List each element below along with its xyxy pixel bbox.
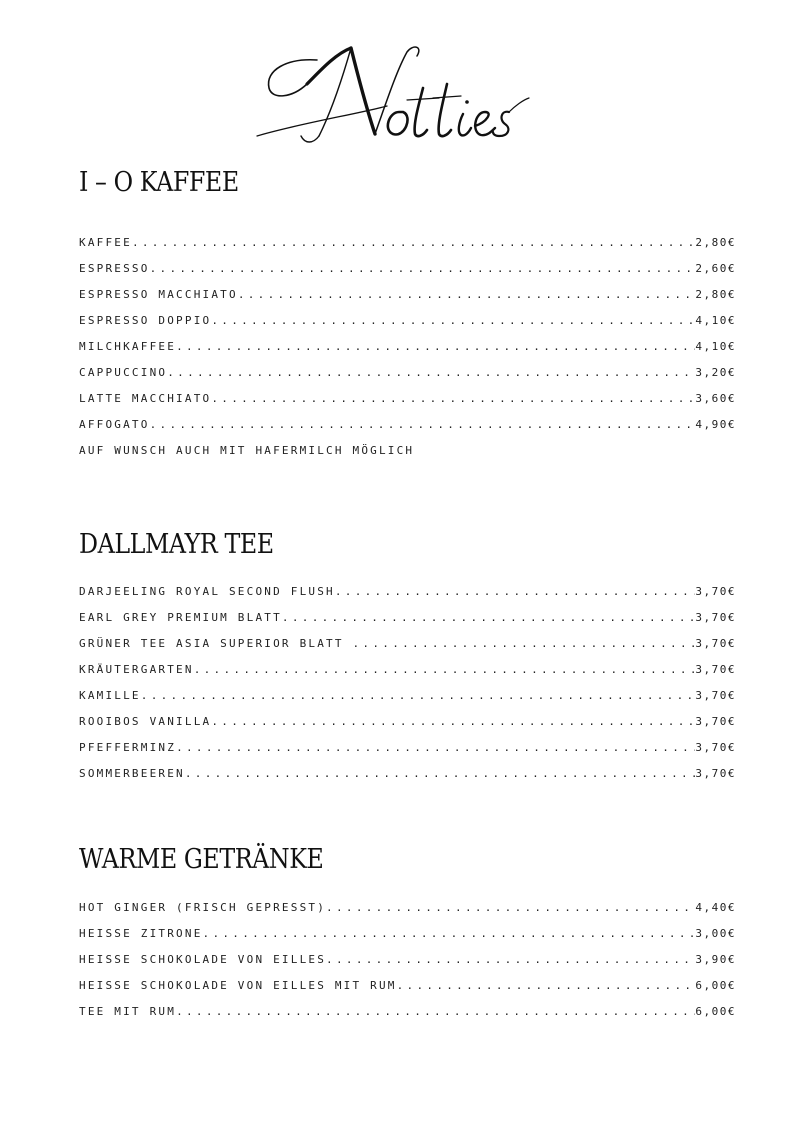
dot-leader — [132, 236, 695, 249]
menu-item-name: AFFOGATO — [79, 417, 150, 431]
section-title-dallmayr-tee: DALLMAYR TEE — [79, 529, 274, 560]
dot-leader — [326, 901, 695, 914]
menu-item-price: 6,00€ — [695, 978, 736, 992]
logo — [0, 40, 794, 150]
menu-item — [79, 998, 736, 1024]
dot-leader — [282, 611, 695, 624]
menu-item-name: DARJEELING ROYAL SECOND FLUSH — [79, 584, 335, 598]
menu-item — [79, 656, 736, 682]
menu-item-price: 3,60€ — [695, 391, 736, 405]
menu-item-price: 4,10€ — [695, 313, 736, 327]
menu-item — [79, 734, 736, 760]
dot-leader — [176, 741, 695, 754]
menu-item — [79, 281, 736, 307]
menu-item — [79, 255, 736, 281]
menu-list-kaffee — [79, 229, 736, 463]
menu-item-price: 3,90€ — [695, 952, 736, 966]
dot-leader — [185, 767, 696, 780]
menu-item — [79, 920, 736, 946]
dot-leader — [335, 585, 696, 598]
dot-leader — [326, 953, 695, 966]
dot-leader — [150, 418, 696, 431]
section-title-kaffee: I – O KAFFEE — [79, 167, 239, 198]
dot-leader — [397, 979, 696, 992]
menu-item-price: 3,70€ — [695, 766, 736, 780]
dot-leader — [150, 262, 696, 275]
menu-list-warme-getraenke — [79, 894, 736, 1024]
dot-leader — [194, 663, 696, 676]
menu-item-price: 3,70€ — [695, 714, 736, 728]
menu-item-name: PFEFFERMINZ — [79, 740, 177, 754]
menu-item-price: 2,80€ — [695, 235, 736, 249]
menu-item-name: LATTE MACCHIATO — [79, 391, 212, 405]
menu-item-name: TEE MIT RUM — [79, 1004, 177, 1018]
menu-item-price: 3,70€ — [695, 636, 736, 650]
menu-item — [79, 708, 736, 734]
menu-item-name: HEISSE SCHOKOLADE VON EILLES MIT RUM — [79, 978, 397, 992]
menu-item — [79, 578, 736, 604]
menu-item-name: MILCHKAFFEE — [79, 339, 177, 353]
menu-item-name: CAPPUCCINO — [79, 365, 168, 379]
section-title-warme-getraenke: WARME GETRÄNKE — [79, 844, 324, 875]
menu-item-name: HOT GINGER (FRISCH GEPRESST) — [79, 900, 327, 914]
menu-item-price: 3,70€ — [695, 584, 736, 598]
menu-item — [79, 229, 736, 255]
menu-item-name: SOMMERBEEREN — [79, 766, 185, 780]
dot-leader — [176, 340, 695, 353]
menu-item — [79, 946, 736, 972]
menu-item-price: 3,70€ — [695, 610, 736, 624]
menu-item-price: 3,70€ — [695, 688, 736, 702]
menu-item-name: KRÄUTERGARTEN — [79, 662, 194, 676]
menu-item-price: 3,20€ — [695, 365, 736, 379]
dot-leader — [211, 392, 695, 405]
menu-item-name: ROOIBOS VANILLA — [79, 714, 212, 728]
menu-item — [79, 894, 736, 920]
menu-item-name: ESPRESSO DOPPIO — [79, 313, 212, 327]
menu-item-price: 3,70€ — [695, 740, 736, 754]
menu-item — [79, 411, 736, 437]
menu-item-name: ESPRESSO — [79, 261, 150, 275]
menu-item-name: HEISSE SCHOKOLADE VON EILLES — [79, 952, 327, 966]
menu-item — [79, 682, 736, 708]
menu-item — [79, 307, 736, 333]
menu-item-price: 3,00€ — [695, 926, 736, 940]
menu-item-price: 4,90€ — [695, 417, 736, 431]
menu-item-name: EARL GREY PREMIUM BLATT — [79, 610, 282, 624]
menu-item-price: 2,60€ — [695, 261, 736, 275]
dot-leader — [203, 927, 696, 940]
menu-item — [79, 333, 736, 359]
menu-item-name: ESPRESSO MACCHIATO — [79, 287, 238, 301]
menu-item — [79, 630, 736, 656]
dot-leader — [238, 288, 696, 301]
menu-note: AUF WUNSCH AUCH MIT HAFERMILCH MÖGLICH — [79, 443, 415, 457]
dot-leader — [211, 314, 695, 327]
menu-item — [79, 385, 736, 411]
menu-item — [79, 760, 736, 786]
menu-item — [79, 359, 736, 385]
dot-leader — [211, 715, 695, 728]
menu-item-name: KAMILLE — [79, 688, 141, 702]
menu-list-tee — [79, 578, 736, 786]
menu-item — [79, 604, 736, 630]
dot-leader — [167, 366, 695, 379]
menu-item-name: HEISSE ZITRONE — [79, 926, 203, 940]
menu-item-price: 6,00€ — [695, 1004, 736, 1018]
menu-item-price: 4,10€ — [695, 339, 736, 353]
dot-leader — [141, 689, 696, 702]
menu-item-name: KAFFEE — [79, 235, 132, 249]
menu-item-price: 2,80€ — [695, 287, 736, 301]
dot-leader — [353, 637, 696, 650]
menu-item-price: 4,40€ — [695, 900, 736, 914]
menu-item-name: GRÜNER TEE ASIA SUPERIOR BLATT — [79, 636, 353, 650]
menu-item — [79, 972, 736, 998]
notties-logo-wordmark — [247, 40, 547, 150]
dot-leader — [176, 1005, 695, 1018]
menu-item-price: 3,70€ — [695, 662, 736, 676]
